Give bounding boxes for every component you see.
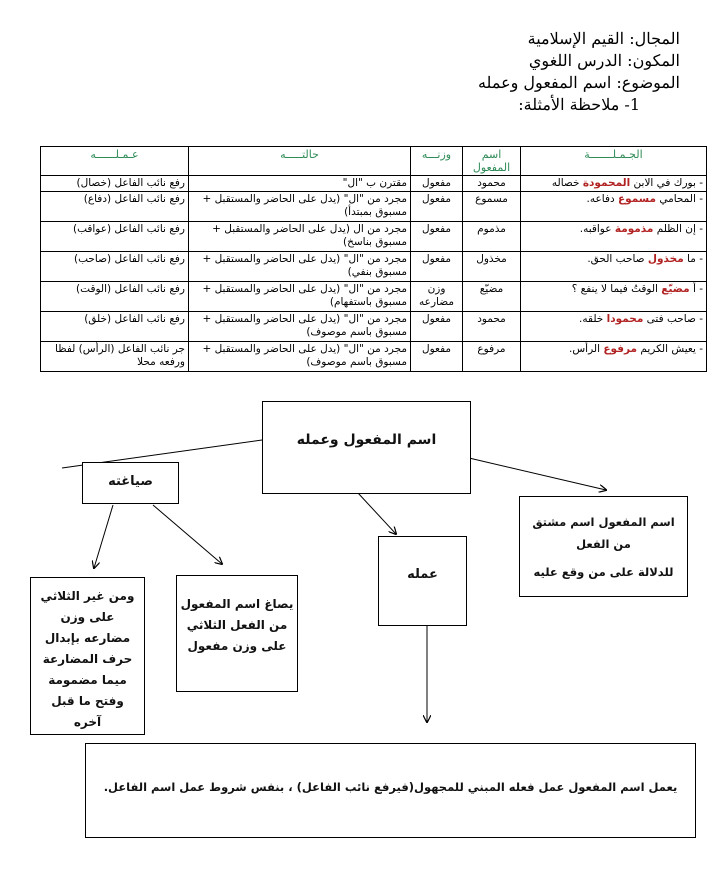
cell-state: مجرد من "ال" (يدل على الحاضر والمستقبل + مسبوق باسم موصوف) bbox=[189, 342, 411, 372]
arrow-formation-to-trilateral bbox=[153, 505, 222, 564]
definition-line-3: للدلالة على من وقع عليه bbox=[533, 565, 674, 579]
sentence-text: صاحب الحق. bbox=[587, 253, 648, 265]
nontri-line-4: حرف المضارعة bbox=[42, 652, 133, 666]
sentence-text: - بورك في الابن bbox=[630, 177, 703, 189]
cell-state: مجرد من ال (يدل على الحاضر والمستقبل + مسبوق بناسخ) bbox=[189, 222, 411, 252]
sentence-text: - إن الظلم bbox=[653, 223, 703, 235]
document-header bbox=[478, 28, 680, 116]
cell-sentence bbox=[521, 282, 707, 312]
cell-pattern: مفعول bbox=[411, 176, 463, 192]
cell-sentence bbox=[521, 192, 707, 222]
action-text: عمله bbox=[407, 567, 438, 582]
center-topic-box bbox=[262, 401, 471, 494]
sentence-text: الرأس. bbox=[569, 343, 604, 355]
formation-box bbox=[82, 462, 179, 504]
cell-sentence bbox=[521, 252, 707, 282]
highlighted-participle: المحمودة bbox=[582, 177, 631, 189]
nontri-line-2: على وزن bbox=[60, 610, 115, 624]
cell-participle: مضيّع bbox=[463, 282, 521, 312]
cell-pattern: مفعول bbox=[411, 342, 463, 372]
highlighted-participle: مرفوع bbox=[603, 343, 638, 355]
sentence-text: - يعيش الكريم bbox=[637, 343, 703, 355]
action-description-box bbox=[85, 743, 696, 838]
header-sentence: الجـمـلـــــــة bbox=[521, 147, 707, 176]
definition-line-1: اسم المفعول اسم مشتق bbox=[532, 515, 675, 529]
highlighted-participle: مسموع bbox=[618, 193, 656, 205]
sentence-text: خلقه. bbox=[579, 313, 607, 325]
cell-state: مجرد من "ال" (يدل على الحاضر والمستقبل + مسبوق باسم موصوف) bbox=[189, 312, 411, 342]
table-row bbox=[41, 342, 707, 372]
cell-pattern: مفعول bbox=[411, 222, 463, 252]
trilateral-line-2: من الفعل الثلاثي bbox=[186, 618, 288, 632]
table-row bbox=[41, 282, 707, 312]
cell-participle: محمود bbox=[463, 312, 521, 342]
note-line: 1- ملاحظة الأمثلة: bbox=[518, 95, 640, 114]
cell-state: مقترن ب "ال" bbox=[189, 176, 411, 192]
definition-line-2: من الفعل bbox=[576, 537, 631, 551]
non-trilateral-box bbox=[30, 577, 145, 735]
sentence-text: - المحامي bbox=[655, 193, 703, 205]
highlighted-participle: محمودا bbox=[606, 313, 644, 325]
arrow-center-to-action bbox=[358, 493, 396, 534]
topic-line: الموضوع: اسم المفعول وعمله bbox=[477, 73, 680, 92]
cell-action: رفع نائب الفاعل (صاحب) bbox=[41, 252, 189, 282]
cell-action: رفع نائب الفاعل (عواقب) bbox=[41, 222, 189, 252]
sentence-text: - ما bbox=[683, 253, 703, 265]
cell-participle: مخذول bbox=[463, 252, 521, 282]
header-action: عـمـلــــــه bbox=[41, 147, 189, 176]
formation-text: صياغته bbox=[108, 474, 153, 489]
cell-pattern: مفعول bbox=[411, 252, 463, 282]
cell-sentence bbox=[521, 312, 707, 342]
cell-action: رفع نائب الفاعل (خصال) bbox=[41, 176, 189, 192]
component-line: المكون: الدرس اللغوي bbox=[528, 51, 680, 70]
trilateral-box bbox=[176, 575, 298, 692]
nontri-line-7: آخره bbox=[73, 715, 102, 729]
table-row bbox=[41, 192, 707, 222]
trilateral-line-3: على وزن مفعول bbox=[187, 639, 287, 653]
sentence-text: الوقتُ فيما لا ينفع ؟ bbox=[571, 283, 662, 295]
examples-table bbox=[40, 146, 707, 372]
trilateral-line-1: يصاغ اسم المفعول bbox=[180, 597, 294, 611]
sentence-text: - صاحب فتى bbox=[643, 313, 703, 325]
cell-action: جر نائب الفاعل (الرأس) لفظا ورفعه محلا bbox=[41, 342, 189, 372]
table-row bbox=[41, 222, 707, 252]
sentence-text: عواقبه. bbox=[579, 223, 615, 235]
sentence-text: خصاله bbox=[551, 177, 583, 189]
nontri-line-3: مضارعه بإبدال bbox=[44, 631, 131, 645]
nontri-line-5: ميما مضمومة bbox=[48, 673, 127, 687]
cell-state: مجرد من "ال" (يدل على الحاضر والمستقبل + مسبوق باستفهام) bbox=[189, 282, 411, 312]
nontri-line-1: ومن غير الثلاثي bbox=[40, 589, 135, 603]
cell-action: رفع نائب الفاعل (خلق) bbox=[41, 312, 189, 342]
header-participle: اسم المفعول bbox=[463, 147, 521, 176]
cell-sentence bbox=[521, 342, 707, 372]
cell-state: مجرد من "ال" (يدل على الحاضر والمستقبل + مسبوق بنفي) bbox=[189, 252, 411, 282]
nontri-line-6: وفتح ما قبل bbox=[51, 694, 124, 708]
arrow-formation-to-nontrilateral bbox=[94, 505, 113, 568]
highlighted-participle: مضيّع bbox=[661, 283, 690, 295]
cell-sentence bbox=[521, 222, 707, 252]
definition-box bbox=[519, 496, 688, 597]
cell-sentence bbox=[521, 176, 707, 192]
header-pattern: وزنـــه bbox=[411, 147, 463, 176]
table-row bbox=[41, 252, 707, 282]
action-description-text: يعمل اسم المفعول عمل فعله المبني للمجهول(فيرفع نائب الفاعل) ، بنفس شروط عمل اسم الفاعل. bbox=[103, 780, 678, 794]
sentence-text: دفاعه. bbox=[586, 193, 618, 205]
arrow-center-to-definition bbox=[469, 458, 606, 490]
action-box bbox=[378, 536, 467, 626]
sentence-text: - أ bbox=[689, 283, 703, 295]
table-row bbox=[41, 176, 707, 192]
cell-participle: مذموم bbox=[463, 222, 521, 252]
cell-participle: محمود bbox=[463, 176, 521, 192]
cell-pattern: مفعول bbox=[411, 312, 463, 342]
highlighted-participle: مخذول bbox=[647, 253, 684, 265]
cell-pattern: مفعول bbox=[411, 192, 463, 222]
cell-participle: مسموع bbox=[463, 192, 521, 222]
cell-pattern: وزن مضارعه bbox=[411, 282, 463, 312]
cell-state: مجرد من "ال" (يدل على الحاضر والمستقبل + مسبوق بمبتدأ) bbox=[189, 192, 411, 222]
cell-action: رفع نائب الفاعل (دفاع) bbox=[41, 192, 189, 222]
center-topic-text: اسم المفعول وعمله bbox=[296, 432, 437, 448]
highlighted-participle: مذمومة bbox=[614, 223, 654, 235]
table-row bbox=[41, 312, 707, 342]
cell-participle: مرفوع bbox=[463, 342, 521, 372]
header-state: حالتـــــه bbox=[189, 147, 411, 176]
cell-action: رفع نائب الفاعل (الوقت) bbox=[41, 282, 189, 312]
domain-line: المجال: القيم الإسلامية bbox=[527, 29, 680, 48]
table-header-row bbox=[41, 147, 707, 176]
